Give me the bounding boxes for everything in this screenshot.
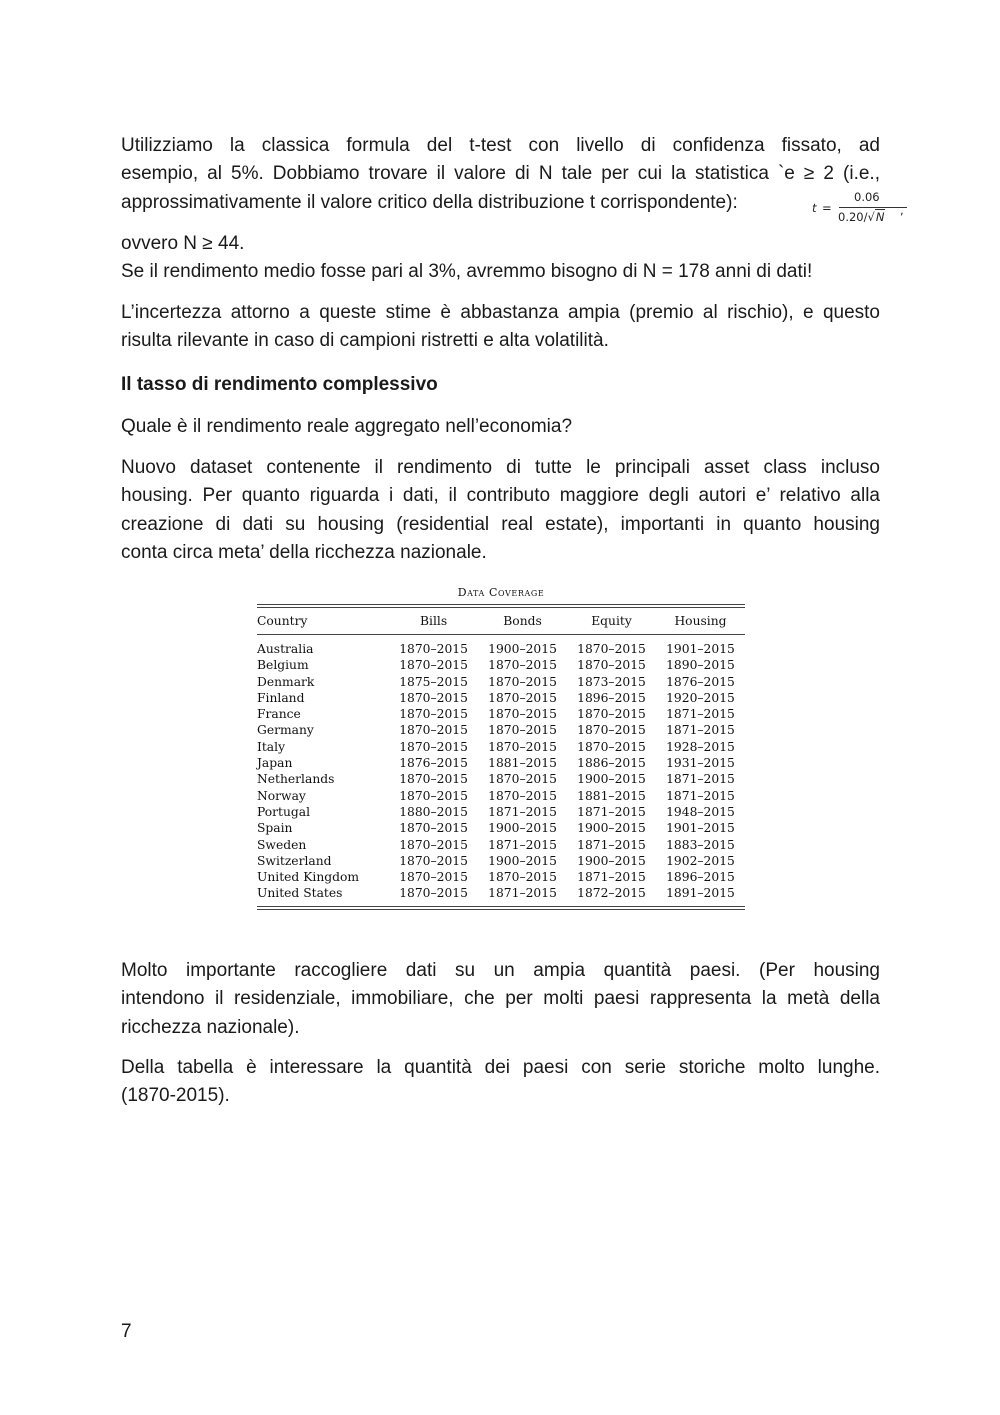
coverage-cell: 1875–2015 bbox=[399, 674, 468, 689]
coverage-cell: 1890–2015 bbox=[666, 658, 735, 673]
coverage-cell: 1871–2015 bbox=[488, 886, 557, 901]
coverage-cell: 1871–2015 bbox=[577, 804, 646, 819]
header-bills: Bills bbox=[419, 614, 448, 628]
coverage-cell: 1870–2015 bbox=[399, 723, 468, 738]
coverage-cell: 1900–2015 bbox=[488, 853, 557, 868]
country-cell: Denmark bbox=[257, 674, 315, 689]
text-line: housing. Per quanto riguarda i dati, il contributo maggiore degli autori e’ relativo alla bbox=[121, 485, 880, 507]
paragraph-dataset bbox=[121, 454, 880, 568]
country-cell: Portugal bbox=[257, 804, 311, 819]
coverage-cell: 1871–2015 bbox=[577, 837, 646, 852]
table-row bbox=[257, 690, 745, 706]
text-line: Se il rendimento medio fosse pari al 3%, avremmo bisogno di N = 178 anni di dati! bbox=[121, 261, 813, 283]
coverage-cell: 1876–2015 bbox=[399, 756, 468, 771]
coverage-cell: 1876–2015 bbox=[666, 674, 735, 689]
coverage-cell: 1931–2015 bbox=[666, 756, 735, 771]
coverage-cell: 1870–2015 bbox=[577, 723, 646, 738]
country-cell: Finland bbox=[257, 690, 305, 705]
table-row bbox=[257, 755, 745, 771]
text-line: (1870-2015). bbox=[121, 1085, 230, 1107]
table-caption-text: Data Coverage bbox=[457, 586, 545, 599]
coverage-cell: 1871–2015 bbox=[666, 788, 735, 803]
coverage-cell: 1901–2015 bbox=[666, 821, 735, 836]
text-line: conta circa meta’ della ricchezza nazionale. bbox=[121, 542, 487, 564]
coverage-cell: 1870–2015 bbox=[488, 674, 557, 689]
country-cell: Switzerland bbox=[257, 853, 332, 868]
table-row bbox=[257, 885, 745, 905]
coverage-cell: 1920–2015 bbox=[666, 690, 735, 705]
paragraph-sample-size bbox=[121, 230, 880, 287]
coverage-cell: 1870–2015 bbox=[399, 870, 468, 885]
paragraph-importance bbox=[121, 957, 880, 1042]
coverage-cell: 1870–2015 bbox=[399, 772, 468, 787]
section-heading bbox=[121, 371, 880, 399]
table-row bbox=[257, 657, 745, 673]
coverage-cell: 1870–2015 bbox=[399, 788, 468, 803]
denominator-variable: N bbox=[875, 210, 885, 224]
coverage-cell: 1870–2015 bbox=[488, 870, 557, 885]
coverage-cell: 1870–2015 bbox=[399, 886, 468, 901]
fraction-bar bbox=[839, 207, 907, 208]
country-cell: United States bbox=[257, 886, 343, 901]
paragraph-uncertainty bbox=[121, 299, 880, 356]
table-row bbox=[257, 706, 745, 722]
coverage-cell: 1870–2015 bbox=[399, 658, 468, 673]
coverage-cell: 1900–2015 bbox=[577, 821, 646, 836]
country-cell: Australia bbox=[257, 642, 314, 656]
country-cell: Sweden bbox=[257, 837, 307, 852]
coverage-cell: 1886–2015 bbox=[577, 756, 646, 771]
formula-denominator bbox=[838, 210, 885, 224]
coverage-cell: 1870–2015 bbox=[488, 788, 557, 803]
coverage-cell: 1870–2015 bbox=[577, 642, 646, 656]
table-row bbox=[257, 739, 745, 755]
table-row bbox=[257, 853, 745, 869]
coverage-cell: 1871–2015 bbox=[488, 837, 557, 852]
coverage-cell: 1871–2015 bbox=[666, 723, 735, 738]
coverage-cell: 1870–2015 bbox=[399, 642, 468, 656]
coverage-cell: 1870–2015 bbox=[488, 723, 557, 738]
coverage-cell: 1870–2015 bbox=[488, 658, 557, 673]
table-row bbox=[257, 804, 745, 820]
text-line: ovvero N ≥ 44. bbox=[121, 233, 245, 254]
table-row bbox=[257, 788, 745, 804]
country-cell: Belgium bbox=[257, 658, 309, 673]
coverage-cell: 1870–2015 bbox=[399, 837, 468, 852]
text-line: Molto importante raccogliere dati su un ampia quantità paesi. (Per housing bbox=[121, 960, 880, 981]
coverage-cell: 1871–2015 bbox=[577, 870, 646, 885]
coverage-cell: 1900–2015 bbox=[488, 642, 557, 656]
text-line: esempio, al 5%. Dobbiamo trovare il valore di N tale per cui la statistica `e ≥ 2 (i.e., bbox=[121, 163, 880, 185]
formula-comma: , bbox=[900, 203, 904, 217]
coverage-cell: 1900–2015 bbox=[577, 772, 646, 787]
text-line: approssimativamente il valore critico della distribuzione t corrispondente): bbox=[121, 191, 738, 213]
paragraph-table-note bbox=[121, 1054, 880, 1111]
coverage-cell: 1870–2015 bbox=[488, 690, 557, 705]
text-line: ricchezza nazionale). bbox=[121, 1016, 300, 1038]
country-cell: Italy bbox=[257, 739, 286, 754]
coverage-cell: 1948–2015 bbox=[666, 804, 735, 819]
coverage-cell: 1870–2015 bbox=[488, 739, 557, 754]
coverage-cell: 1870–2015 bbox=[488, 707, 557, 722]
coverage-cell: 1870–2015 bbox=[488, 772, 557, 787]
table-bottom-rule bbox=[257, 906, 745, 910]
paragraph-t-test bbox=[121, 132, 880, 217]
formula-equals: = bbox=[822, 201, 832, 215]
coverage-cell: 1900–2015 bbox=[577, 853, 646, 868]
coverage-cell: 1891–2015 bbox=[666, 886, 735, 901]
text-line: L’incertezza attorno a queste stime è abbastanza ampia (premio al rischio), e questo bbox=[121, 302, 880, 323]
coverage-cell: 1870–2015 bbox=[577, 739, 646, 754]
coverage-cell: 1870–2015 bbox=[399, 821, 468, 836]
country-cell: Netherlands bbox=[257, 772, 335, 787]
coverage-cell: 1870–2015 bbox=[399, 739, 468, 754]
coverage-cell: 1873–2015 bbox=[577, 674, 646, 689]
coverage-cell: 1928–2015 bbox=[666, 739, 735, 754]
text-line: Quale è il rendimento reale aggregato nell’economia? bbox=[121, 416, 573, 437]
coverage-cell: 1872–2015 bbox=[577, 886, 646, 901]
table-body bbox=[257, 635, 745, 906]
table-header-row bbox=[257, 608, 745, 635]
coverage-cell: 1881–2015 bbox=[577, 788, 646, 803]
header-bonds: Bonds bbox=[503, 614, 542, 628]
coverage-cell: 1870–2015 bbox=[577, 707, 646, 722]
country-cell: Germany bbox=[257, 723, 314, 738]
coverage-cell: 1871–2015 bbox=[666, 772, 735, 787]
header-equity: Equity bbox=[591, 614, 632, 628]
table-row bbox=[257, 722, 745, 738]
text-line: creazione di dati su housing (residential real estate), importanti in quanto housing bbox=[121, 513, 880, 535]
data-coverage-table bbox=[257, 583, 745, 910]
coverage-cell: 1901–2015 bbox=[666, 642, 735, 656]
coverage-cell: 1870–2015 bbox=[399, 853, 468, 868]
denominator-coefficient: 0.20/ bbox=[838, 210, 868, 224]
coverage-cell: 1881–2015 bbox=[488, 756, 557, 771]
table-row bbox=[257, 771, 745, 787]
table-row bbox=[257, 837, 745, 853]
header-country: Country bbox=[257, 614, 308, 628]
page-number: 7 bbox=[121, 1321, 132, 1342]
country-cell: Norway bbox=[257, 788, 306, 803]
coverage-table bbox=[257, 608, 745, 906]
sqrt-icon: √ bbox=[867, 210, 875, 224]
text-line: risulta rilevante in caso di campioni ristretti e alta volatilità. bbox=[121, 330, 609, 352]
coverage-cell: 1870–2015 bbox=[399, 690, 468, 705]
coverage-cell: 1902–2015 bbox=[666, 853, 735, 868]
coverage-cell: 1871–2015 bbox=[666, 707, 735, 722]
coverage-cell: 1880–2015 bbox=[399, 804, 468, 819]
table-caption bbox=[257, 583, 745, 604]
table-row bbox=[257, 674, 745, 690]
text-line: Nuovo dataset contenente il rendimento di tutte le principali asset class incluso bbox=[121, 457, 880, 478]
table-row bbox=[257, 869, 745, 885]
header-housing: Housing bbox=[674, 614, 727, 628]
country-cell: Spain bbox=[257, 821, 293, 836]
text-line: Utilizziamo la classica formula del t-test con livello di confidenza fissato, ad bbox=[121, 135, 880, 156]
coverage-cell: 1896–2015 bbox=[666, 870, 735, 885]
t-statistic-formula bbox=[812, 188, 912, 230]
paragraph-question bbox=[121, 413, 880, 441]
country-cell: France bbox=[257, 707, 301, 722]
coverage-cell: 1883–2015 bbox=[666, 837, 735, 852]
country-cell: United Kingdom bbox=[257, 870, 360, 885]
country-cell: Japan bbox=[257, 756, 293, 771]
coverage-cell: 1870–2015 bbox=[399, 707, 468, 722]
text-line: intendono il residenziale, immobiliare, che per molti paesi rappresenta la metà della bbox=[121, 988, 880, 1010]
formula-lhs: t bbox=[812, 201, 817, 215]
coverage-cell: 1900–2015 bbox=[488, 821, 557, 836]
coverage-cell: 1870–2015 bbox=[577, 658, 646, 673]
heading-text: Il tasso di rendimento complessivo bbox=[121, 374, 438, 395]
table-row bbox=[257, 635, 745, 657]
table-row bbox=[257, 820, 745, 836]
coverage-cell: 1896–2015 bbox=[577, 690, 646, 705]
text-line: Della tabella è interessare la quantità dei paesi con serie storiche molto lunghe. bbox=[121, 1057, 880, 1078]
coverage-cell: 1871–2015 bbox=[488, 804, 557, 819]
formula-numerator: 0.06 bbox=[854, 190, 880, 204]
